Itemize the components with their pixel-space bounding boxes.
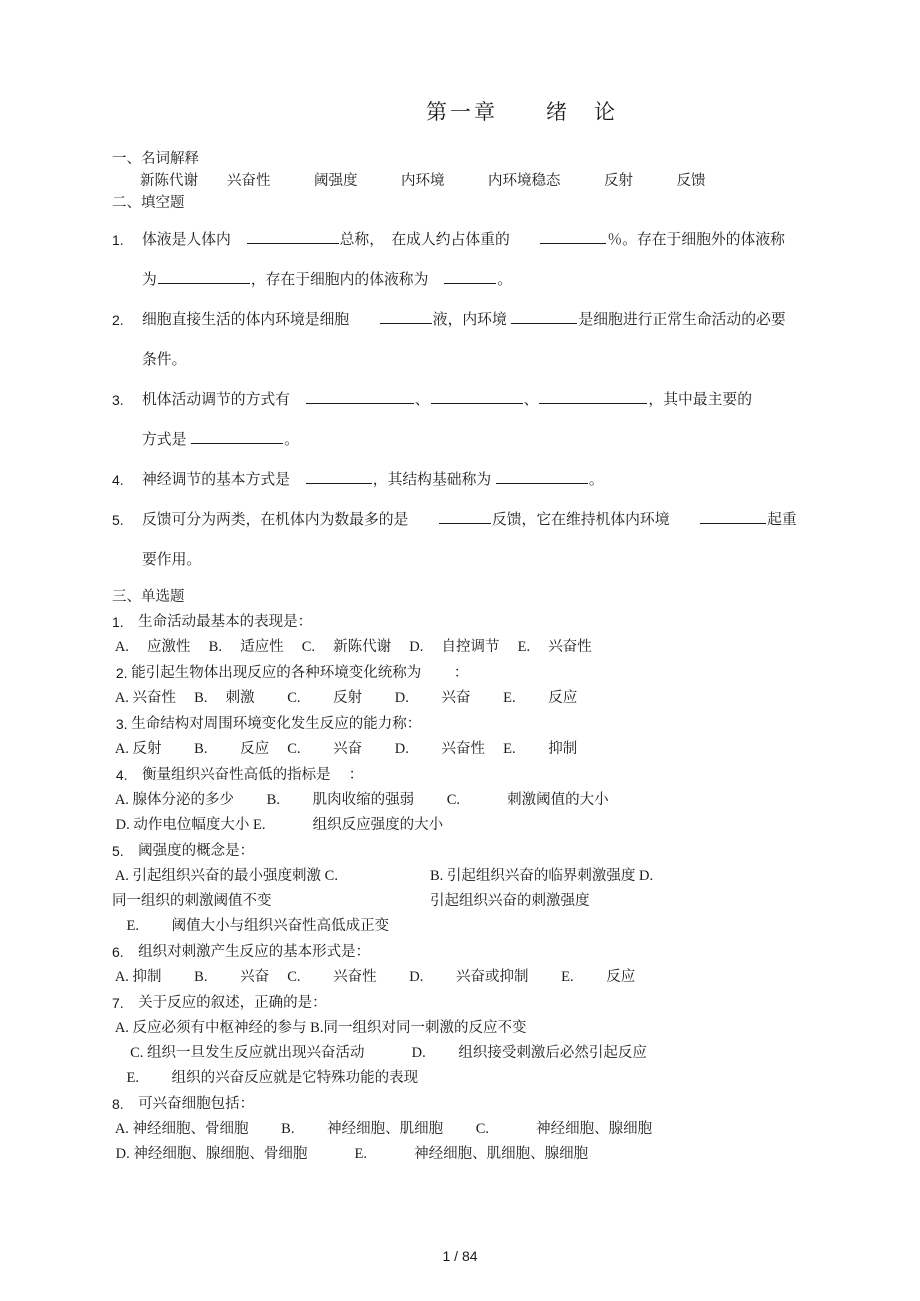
text-run: 液，内环境 bbox=[432, 312, 511, 328]
option-row[interactable]: A. 抑制 B. 兴奋 C. 兴奋性 D. 兴奋或抑制 E. 反应 bbox=[112, 969, 636, 985]
blank-field[interactable] bbox=[540, 228, 606, 244]
text-run: 方式是 bbox=[142, 432, 191, 448]
text-run: 反馈可分为两类，在机体内为数最多的是 bbox=[142, 512, 438, 528]
question-text bbox=[142, 300, 812, 380]
fill-in-item bbox=[112, 300, 812, 380]
question-text: 衡量组织兴奋性高低的指标是 ： bbox=[127, 767, 364, 783]
question-stem bbox=[112, 940, 812, 965]
multiple-choice-question-list bbox=[112, 610, 812, 1167]
text-run: ％。存在于细胞外的体液称 bbox=[607, 232, 785, 248]
fill-in-item bbox=[112, 380, 812, 460]
option-column-row bbox=[112, 889, 812, 914]
option-cell[interactable]: A. 引起组织兴奋的最小强度刺激 C. bbox=[112, 868, 338, 884]
text-run: 总称， 在成人约占体重的 bbox=[339, 232, 540, 248]
text-run: 机体活动调节的方式有 bbox=[142, 392, 305, 408]
mc-question bbox=[112, 1092, 812, 1167]
question-text: 组织对刺激产生反应的基本形式是： bbox=[123, 944, 371, 960]
blank-field[interactable] bbox=[306, 388, 414, 404]
question-text: 关于反应的叙述，正确的是： bbox=[123, 995, 327, 1011]
question-stem bbox=[112, 712, 812, 737]
question-number: 2. bbox=[112, 312, 124, 328]
document-body bbox=[112, 96, 812, 1168]
question-number: 5. bbox=[112, 512, 124, 528]
option-row[interactable]: E. 阈值大小与组织兴奋性高低成正变 bbox=[112, 918, 390, 934]
blank-field[interactable] bbox=[539, 388, 647, 404]
blank-field[interactable] bbox=[247, 228, 339, 244]
text-run: 神经调节的基本方式是 bbox=[142, 472, 305, 488]
question-number: 5. bbox=[112, 843, 124, 859]
question-stem bbox=[112, 1092, 812, 1117]
blank-field[interactable] bbox=[439, 508, 491, 524]
mc-question bbox=[112, 712, 812, 762]
page-footer: 1 / 84 bbox=[442, 1248, 478, 1264]
question-stem bbox=[112, 991, 812, 1016]
question-stem bbox=[112, 839, 812, 864]
text-run: ，其中最主要的 bbox=[648, 392, 752, 408]
text-run: ，存在于细胞内的体液称为 bbox=[250, 272, 444, 288]
question-text bbox=[142, 220, 812, 300]
question-text: 可兴奋细胞包括： bbox=[123, 1096, 255, 1112]
text-run: 、 bbox=[523, 392, 539, 408]
blank-field[interactable] bbox=[158, 268, 250, 284]
option-row[interactable]: D. 神经细胞、腺细胞、骨细胞 E. 神经细胞、肌细胞、腺细胞 bbox=[112, 1146, 589, 1162]
question-text bbox=[142, 500, 812, 580]
text-run: 起重 bbox=[767, 512, 797, 528]
text-run: 体液是人体内 bbox=[142, 232, 246, 248]
option-row[interactable]: E. 组织的兴奋反应就是它特殊功能的表现 bbox=[112, 1070, 419, 1086]
blank-field[interactable] bbox=[700, 508, 766, 524]
question-text: 能引起生物体出现反应的各种环境变化统称为 ： bbox=[127, 665, 469, 681]
question-number: 1. bbox=[112, 614, 124, 630]
question-number: 1. bbox=[112, 232, 124, 248]
text-run: 是细胞进行正常生命活动的必要 bbox=[578, 312, 786, 328]
option-row[interactable]: A. 反射 B. 反应 C. 兴奋 D. 兴奋性 E. 抑制 bbox=[112, 741, 578, 757]
question-number: 6. bbox=[112, 944, 124, 960]
mc-question bbox=[112, 661, 812, 711]
blank-field[interactable] bbox=[431, 388, 523, 404]
text-run: 为 bbox=[142, 272, 157, 288]
question-number: 3. bbox=[112, 392, 124, 408]
section-heading-multiple-choice: 三、单选题 bbox=[112, 589, 185, 605]
text-run: 。 bbox=[497, 272, 512, 288]
text-run: 反馈，它在维持机体内环境 bbox=[491, 512, 700, 528]
blank-field[interactable] bbox=[444, 268, 496, 284]
text-run: 。 bbox=[588, 472, 604, 488]
section-heading-fill-in: 二、填空题 bbox=[112, 195, 185, 211]
question-number: 3. bbox=[112, 716, 128, 732]
fill-in-item bbox=[112, 220, 812, 300]
question-stem bbox=[112, 763, 812, 788]
text-run: 细胞直接生活的体内环境是细胞 bbox=[142, 312, 379, 328]
option-cell[interactable]: B. 引起组织兴奋的临界刺激强度 D. bbox=[430, 868, 654, 884]
fill-in-item bbox=[112, 460, 812, 500]
option-row[interactable]: A. 反应必须有中枢神经的参与 B.同一组织对同一刺激的反应不变 bbox=[112, 1020, 527, 1036]
text-run: 条件。 bbox=[142, 352, 187, 368]
option-cell[interactable]: 引起组织兴奋的刺激强度 bbox=[430, 893, 590, 909]
question-stem bbox=[112, 610, 812, 635]
fill-in-question-list bbox=[112, 220, 812, 580]
option-row[interactable]: C. 组织一旦发生反应就出现兴奋活动 D. 组织接受刺激后必然引起反应 bbox=[112, 1045, 647, 1061]
option-row[interactable]: A. 腺体分泌的多少 B. 肌肉收缩的强弱 C. 刺激阈值的大小 bbox=[112, 792, 609, 808]
question-stem bbox=[112, 661, 812, 686]
option-columns bbox=[112, 864, 812, 914]
blank-field[interactable] bbox=[496, 468, 588, 484]
question-number: 2. bbox=[112, 665, 128, 681]
question-text bbox=[142, 460, 812, 500]
question-number: 4. bbox=[112, 472, 124, 488]
option-cell[interactable]: 同一组织的刺激阈值不变 bbox=[112, 893, 272, 909]
mc-question bbox=[112, 839, 812, 939]
mc-question bbox=[112, 763, 812, 838]
option-column-row bbox=[112, 864, 812, 889]
question-number: 4. bbox=[112, 767, 128, 783]
blank-field[interactable] bbox=[306, 468, 372, 484]
question-number: 7. bbox=[112, 995, 124, 1011]
page-title: 第一章 绪 论 bbox=[426, 100, 618, 124]
blank-field[interactable] bbox=[380, 308, 432, 324]
text-run: 、 bbox=[414, 392, 430, 408]
question-number: 8. bbox=[112, 1096, 124, 1112]
question-text bbox=[142, 380, 812, 460]
section-heading-terms: 一、名词解释 bbox=[112, 151, 199, 167]
question-text: 阈强度的概念是： bbox=[123, 843, 255, 859]
text-run: 要作用。 bbox=[142, 552, 202, 568]
fill-in-item bbox=[112, 500, 812, 580]
option-row[interactable]: A. 兴奋性 B. 刺激 C. 反射 D. 兴奋 E. 反应 bbox=[112, 690, 578, 706]
blank-field[interactable] bbox=[511, 308, 577, 324]
text-run: ，其结构基础称为 bbox=[372, 472, 495, 488]
mc-question bbox=[112, 991, 812, 1091]
mc-question bbox=[112, 610, 812, 660]
option-row[interactable]: D. 动作电位幅度大小 E. 组织反应强度的大小 bbox=[112, 817, 444, 833]
mc-question bbox=[112, 940, 812, 990]
question-text: 生命活动最基本的表现是： bbox=[123, 614, 313, 630]
option-row[interactable]: A. 应激性 B. 适应性 C. 新陈代谢 D. 自控调节 E. 兴奋性 bbox=[112, 639, 592, 655]
terms-list: 新陈代谢 兴奋性 阈强度 内环境 内环境稳态 反射 反馈 bbox=[140, 173, 706, 189]
blank-field[interactable] bbox=[191, 428, 283, 444]
question-text: 生命结构对周围环境变化发生反应的能力称： bbox=[127, 716, 422, 732]
text-run: 。 bbox=[284, 432, 299, 448]
option-row[interactable]: A. 神经细胞、骨细胞 B. 神经细胞、肌细胞 C. 神经细胞、腺细胞 bbox=[112, 1121, 653, 1137]
